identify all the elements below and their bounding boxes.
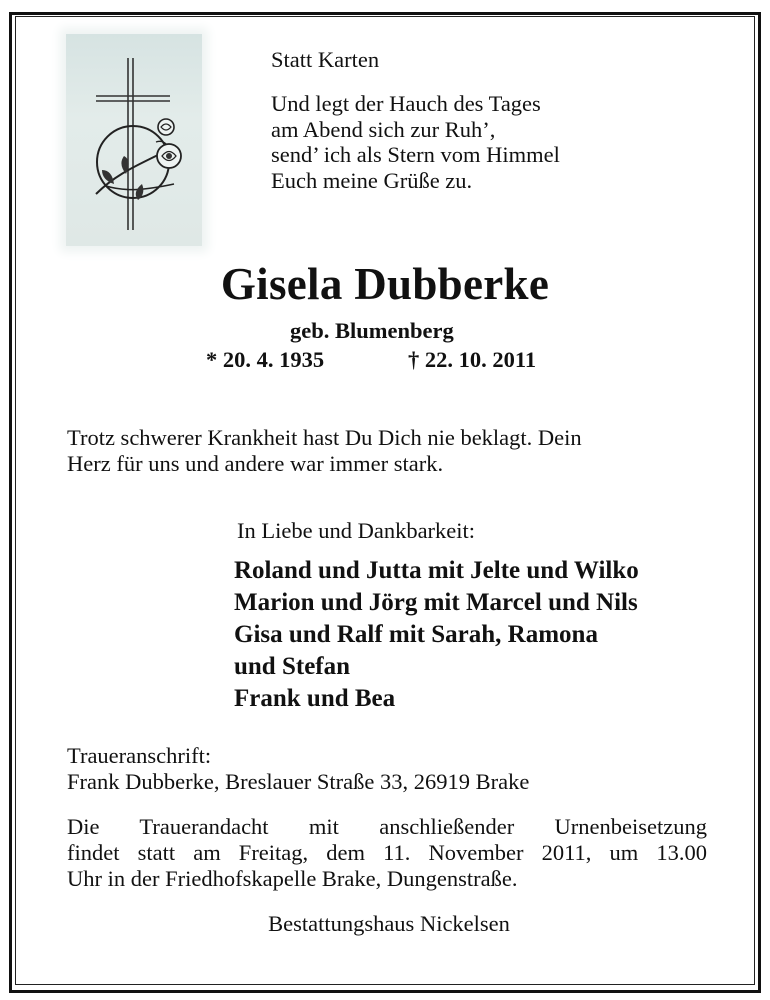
address-label: Traueranschrift: <box>67 743 212 768</box>
service-line: Die Trauerandacht mit anschließender Urnenbeisetzung <box>67 814 707 839</box>
birth-date: * 20. 4. 1935 <box>206 347 325 372</box>
family-line: und Stefan <box>234 653 351 680</box>
maiden-name: geb. Blumenberg <box>290 318 454 343</box>
family-line: Gisa und Ralf mit Sarah, Ramona <box>234 621 598 648</box>
family-line: Frank und Bea <box>234 685 396 712</box>
address: Frank Dubberke, Breslauer Straße 33, 26919 Brake <box>67 769 530 794</box>
poem-line: send’ ich als Stern vom Himmel <box>271 142 560 167</box>
deceased-name: Gisela Dubberke <box>220 259 550 309</box>
cross-with-roses-icon <box>66 34 202 246</box>
service-line: findet statt am Freitag, dem 11. November 2011, um 13.00 <box>67 840 707 865</box>
death-date: † 22. 10. 2011 <box>408 347 537 372</box>
service-line: Uhr in der Friedhofskapelle Brake, Dungenstraße. <box>67 866 518 891</box>
family-line: Roland und Jutta mit Jelte und Wilko <box>234 557 639 584</box>
emblem-drawing <box>66 34 202 246</box>
message-line: Trotz schwerer Krankheit hast Du Dich nie beklagt. Dein <box>67 425 582 450</box>
poem-line: Euch meine Grüße zu. <box>271 168 473 193</box>
poem-line: am Abend sich zur Ruh’, <box>271 117 496 142</box>
closing-intro: In Liebe und Dankbarkeit: <box>237 518 476 543</box>
message-line: Herz für uns und andere war immer stark. <box>67 451 444 476</box>
poem-line: Und legt der Hauch des Tages <box>271 91 541 116</box>
family-line: Marion und Jörg mit Marcel und Nils <box>234 589 638 616</box>
header-note: Statt Karten <box>271 47 380 72</box>
undertaker: Bestattungshaus Nickelsen <box>268 911 510 936</box>
